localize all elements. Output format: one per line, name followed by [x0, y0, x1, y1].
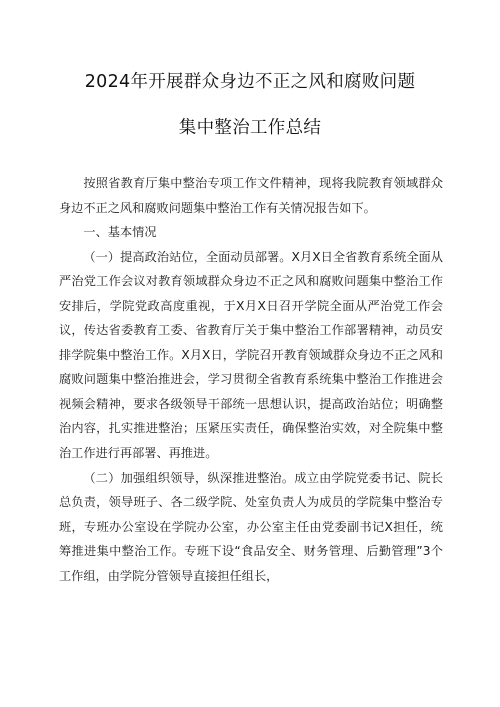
document-body	[59, 171, 443, 588]
section-heading-basic-situation: 一、基本情况	[83, 225, 157, 240]
document-title-line-2: 集中整治工作总结	[178, 118, 322, 138]
document-title-line-1: 2024年开展群众身边不正之风和腐败问题	[84, 72, 416, 92]
paragraph-organization-leadership: （二）加强组织领导，纵深推进整治。成立由学院党委书记、院长总负责，领导班子、各二级学院、处室负责人为成员的学院集中整治专班，专班办公室设在学院办公室，办公室主任由党委副书记X担任，统筹推进集中整治工作。专班下设“食品安全、财务管理、后勤管理”3个工作组，由学院分管领导直接担任组长，	[59, 470, 443, 583]
intro-paragraph: 按照省教育厅集中整治专项工作文件精神，现将我院教育领域群众身边不正之风和腐败问题集中整治工作有关情况报告如下。	[59, 176, 443, 215]
paragraph-political-stance: （一）提高政治站位，全面动员部署。X月X日全省教育系统全面从严治党工作会议对教育领域群众身边不正之风和腐败问题集中整治工作安排后，学院党政高度重视，于X月X日召开学院全面从严治党工作会议，传达省委教育工委、省教育厅关于集中整治工作部署精神，动员安排学院集中整治工作。X月X日，学院召开教育领域群众身边不正之风和腐败问题集中整治推进会，学习贯彻全省教育系统集中整治工作推进会视频会精神，要求各级领导干部统一思想认识，提高政治站位；明确整治内容，扎实推进整治；压紧压实责任，确保整治实效，对全院集中整治工作进行再部署、再推进。	[59, 249, 443, 461]
